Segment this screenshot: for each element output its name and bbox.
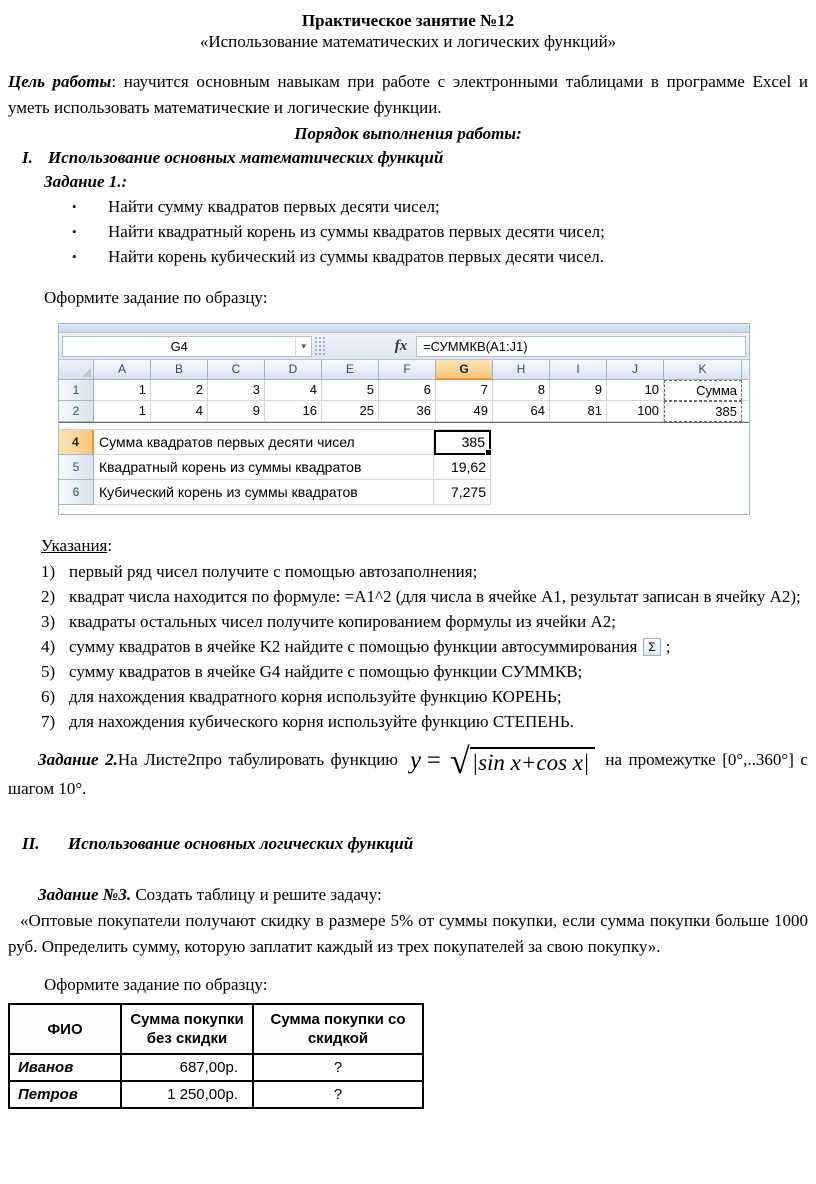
header-fio: ФИО [9, 1004, 121, 1054]
column-header-f: F [379, 360, 436, 380]
cell-d1: 4 [265, 380, 322, 401]
instruction-item-1 [8, 559, 808, 584]
cell-e2: 25 [322, 401, 379, 422]
cell-f1: 6 [379, 380, 436, 401]
instructions-heading-colon: : [107, 536, 113, 555]
table-row [9, 1081, 423, 1108]
bullet-icon: • [72, 199, 77, 214]
equation-lhs: y [410, 747, 422, 774]
cell-g1: 7 [436, 380, 493, 401]
instruction-item-3 [8, 609, 808, 634]
task-2-text-after: на промежутке [0°,..360°] с шагом 10°. [8, 749, 808, 798]
cell-g5: 19,62 [434, 455, 491, 480]
name-cell: Иванов [9, 1054, 121, 1081]
instructions-list [8, 559, 808, 734]
order-heading: Порядок выполнения работы: [294, 124, 522, 143]
item-text: сумму квадратов в ячейке K2 найдите с помощью функции автосуммирования [69, 637, 638, 656]
item-text-after: ; [665, 637, 671, 656]
bullet-icon: • [72, 249, 77, 264]
label-square-root: Квадратный корень из суммы квадратов [94, 455, 434, 480]
item-marker: 7) [41, 712, 56, 731]
insert-function-icon: fx [394, 337, 408, 354]
cell-e1: 5 [322, 380, 379, 401]
excel-screenshot [58, 323, 750, 515]
instructions-heading [8, 533, 808, 559]
item-text: сумму квадратов в ячейке G4 найдите с помощью функции СУММКВ; [69, 662, 583, 681]
excel-grid-top [59, 360, 749, 423]
cell-sliver-2 [742, 401, 748, 422]
cell-b1: 2 [151, 380, 208, 401]
cell-k1: Сумма [664, 380, 742, 401]
excel-bottom-padding [59, 505, 749, 514]
formula-bar-divider [314, 337, 326, 355]
select-all-corner [59, 360, 94, 380]
column-header-d: D [265, 360, 322, 380]
formula-text: =СУММКВ(A1:J1) [423, 338, 528, 354]
cell-j2: 100 [607, 401, 664, 422]
item-marker: 3) [41, 612, 56, 631]
goal-text: : научится основным навыкам при работе с электронными таблицами в программе Excel и уметь использовать математические и логические функции. [8, 72, 808, 117]
instruction-item-7 [8, 709, 808, 734]
column-header-c: C [208, 360, 265, 380]
item-text: квадраты остальных чисел получите копированием формулы из ячейки A2; [69, 612, 616, 631]
bullet-item [8, 244, 808, 269]
item-marker: 1) [41, 562, 56, 581]
task-1-heading [8, 170, 808, 194]
sample-prompt-1: Оформите задание по образцу: [44, 288, 268, 307]
section-2-heading [8, 832, 808, 856]
task-1-bullets [8, 194, 808, 269]
autosum-icon: Σ [643, 638, 660, 656]
question-cell: ? [253, 1054, 423, 1081]
equation-radicand: |sin x+cos x| [470, 747, 596, 776]
instruction-item-5 [8, 659, 808, 684]
excel-ribbon-edge [59, 324, 749, 333]
section-1-title: Использование основных математических функций [48, 148, 444, 167]
excel-grid-bottom [59, 429, 492, 505]
amount-cell: 1 250,00р. [121, 1081, 253, 1108]
discount-table [8, 1003, 424, 1109]
cell-g6: 7,275 [434, 480, 491, 505]
task-2-label: Задание 2. [38, 749, 118, 769]
item-marker: 5) [41, 662, 56, 681]
header-amount: Сумма покупки без скидки [121, 1004, 253, 1054]
task-3-label: Задание №3. [38, 885, 132, 904]
radical-sign: √ [449, 741, 470, 781]
item-text: квадрат числа находится по формуле: =A1^2 (для числа в ячейке A1, результат записан в ячейку A2); [69, 587, 801, 606]
task-3-heading [8, 882, 808, 908]
item-text: для нахождения квадратного корня используйте функцию КОРЕНЬ; [69, 687, 562, 706]
page-subtitle: «Использование математических и логических функций» [199, 32, 617, 51]
cell-f2: 36 [379, 401, 436, 422]
cell-i1: 9 [550, 380, 607, 401]
section-2-numeral: II. [22, 834, 40, 853]
instruction-item-6 [8, 684, 808, 709]
task-1-suffix: : [121, 172, 128, 191]
cell-sliver-1 [742, 380, 748, 401]
cell-c2: 9 [208, 401, 265, 422]
item-marker: 2) [41, 587, 56, 606]
sqrt-equation [408, 741, 595, 781]
cell-g4-selected: 385 [434, 430, 491, 455]
cell-j1: 10 [607, 380, 664, 401]
excel-name-box [62, 336, 312, 357]
item-text: для нахождения кубического корня используйте функцию СТЕПЕНЬ. [69, 712, 574, 731]
excel-formula-bar [59, 333, 749, 360]
column-header-a: A [94, 360, 151, 380]
label-cubic-root: Кубический корень из суммы квадратов [94, 480, 434, 505]
header-discounted: Сумма покупки со скидкой [253, 1004, 423, 1054]
cell-h1: 8 [493, 380, 550, 401]
task-3-quote: «Оптовые покупатели получают скидку в размере 5% от суммы покупки, если сумма покупки больше 1000 руб. Определить сумму, которую заплатит каждый из трех покупателей за свою покупку». [8, 911, 808, 956]
bullet-item [8, 219, 808, 244]
row-header-6: 6 [59, 480, 94, 505]
instruction-item-4 [8, 634, 808, 659]
amount-cell: 687,00р. [121, 1054, 253, 1081]
row-header-2: 2 [59, 401, 94, 422]
item-marker: 4) [41, 637, 56, 656]
instruction-item-2 [8, 584, 808, 609]
equation-equals: = [425, 747, 442, 774]
question-cell: ? [253, 1081, 423, 1108]
task-2-text-before: На Листе2про табулировать функцию [117, 749, 398, 769]
goal-label: Цель работы [8, 72, 112, 91]
column-header-i: I [550, 360, 607, 380]
bullet-text: Найти квадратный корень из суммы квадратов первых десяти чисел; [108, 222, 605, 241]
task-1-label: Задание 1. [44, 172, 122, 191]
cell-a2: 1 [94, 401, 151, 422]
name-box-dropdown-icon: ▾ [295, 337, 311, 356]
column-header-k: K [664, 360, 742, 380]
bullet-item [8, 194, 808, 219]
label-sum-of-squares: Сумма квадратов первых десяти чисел [94, 430, 434, 455]
row-header-1: 1 [59, 380, 94, 401]
bullet-text: Найти корень кубический из суммы квадратов первых десяти чисел. [108, 247, 605, 266]
cell-b2: 4 [151, 401, 208, 422]
column-header-j: J [607, 360, 664, 380]
cell-d2: 16 [265, 401, 322, 422]
task-2-paragraph [8, 741, 808, 802]
column-header-sliver [742, 360, 748, 380]
bullet-text: Найти сумму квадратов первых десяти чисел; [108, 197, 440, 216]
section-1-numeral: I. [22, 148, 33, 167]
cell-h2: 64 [493, 401, 550, 422]
cell-a1: 1 [94, 380, 151, 401]
name-box-value: G4 [170, 338, 188, 354]
goal-paragraph [8, 69, 808, 121]
bullet-icon: • [72, 224, 77, 239]
page-title: Практическое занятие №12 [301, 11, 515, 30]
section-2-title: Использование основных логических функций [68, 834, 414, 853]
instructions-heading-text: Указания [41, 536, 108, 555]
column-header-h: H [493, 360, 550, 380]
cell-c1: 3 [208, 380, 265, 401]
sample-prompt-2: Оформите задание по образцу: [44, 975, 268, 994]
cell-g2: 49 [436, 401, 493, 422]
task-3-text: Создать таблицу и решите задачу: [131, 885, 382, 904]
table-header-row [9, 1004, 423, 1054]
cell-i2: 81 [550, 401, 607, 422]
cell-k2: 385 [664, 401, 742, 422]
column-header-b: B [151, 360, 208, 380]
section-1-heading [8, 146, 808, 170]
formula-input [416, 336, 746, 357]
item-text: первый ряд чисел получите с помощью автозаполнения; [69, 562, 478, 581]
column-header-g-selected: G [436, 360, 493, 380]
item-marker: 6) [41, 687, 56, 706]
row-header-4-selected: 4 [59, 430, 94, 455]
name-cell: Петров [9, 1081, 121, 1108]
row-header-5: 5 [59, 455, 94, 480]
table-row [9, 1054, 423, 1081]
column-header-e: E [322, 360, 379, 380]
